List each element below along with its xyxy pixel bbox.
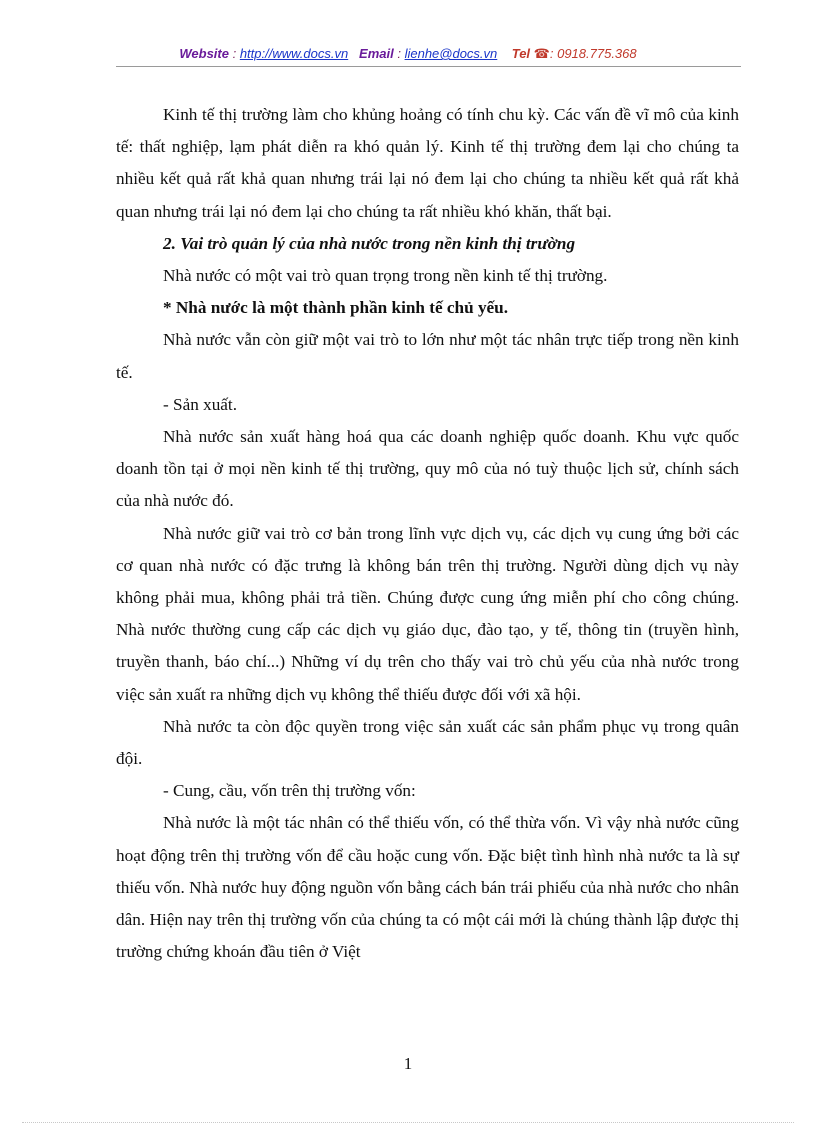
website-separator: : [228,46,240,61]
body-paragraph: Kinh tế thị trường làm cho khủng hoảng có tính chu kỳ. Các vấn đề vĩ mô của kinh tế: thất nghiệp, lạm phát diễn ra khó quản lý. Kinh tế thị trường đem lại cho chúng ta nhiều kết quả rất khả quan nhưng trái lại nó đem lại cho chúng ta nhiều kết quả rất khả quan nhưng trái lại nó đem lại cho chúng ta rất nhiều khó khăn, thất bại. [116,105,739,221]
body-paragraph: Nhà nước có một vai trò quan trọng trong nền kinh tế thị trường. [163,266,608,286]
header-divider [116,66,741,67]
phone-icon: ☎ [533,46,550,61]
body-paragraph: Nhà nước là một tác nhân có thể thiếu vốn, có thể thừa vốn. Vì vậy nhà nước cũng hoạt động trên thị trường vốn để cầu hoặc cung vốn. Đặc biệt tình hình nhà nước ta là sự thiếu vốn. Nhà nước huy động nguồn vốn bằng cách bán trái phiếu của nhà nước cho nhân dân. Hiện nay trên thị trường vốn của chúng ta có một cái mới là chúng thành lập được thị trường chứng khoán đầu tiên ở Việt [116,813,739,962]
body-paragraph: Nhà nước ta còn độc quyền trong việc sản xuất các sản phẩm phục vụ trong quân đội. [116,716,739,769]
body-paragraph: Nhà nước vẫn còn giữ một vai trò to lớn như một tác nhân trực tiếp trong nền kinh tế. [116,330,739,382]
body-paragraph: Nhà nước giữ vai trò cơ bản trong lĩnh vực dịch vụ, các dịch vụ cung ứng bởi các cơ quan nhà nước có đặc trưng là không bán trên thị trường. Người dùng dịch vụ này không phải mua, không phải trả tiền. Chúng được cung ứng miễn phí cho công chúng. Nhà nước thường cung cấp các dịch vụ giáo dục, đào tạo, y tế, thông tin (truyền hình, truyền thanh, báo chí...) Những ví dụ trên cho thấy vai trò chủ yếu của nhà nước trong việc sản xuất ra những dịch vụ không thể thiếu được đối với xã hội. [116,523,739,704]
subsection-heading: * Nhà nước là một thành phần kinh tế chủ yếu. [163,298,509,318]
website-link[interactable]: http://www.docs.vn [239,46,349,61]
tel-value: : 0918.775.368 [549,46,637,61]
list-item-label: - Sản xuất. [163,394,237,414]
website-label: Website [179,46,229,61]
list-item-label: - Cung, cầu, vốn trên thị trường vốn: [163,781,416,801]
page-header [0,46,816,62]
section-heading: 2. Vai trò quản lý của nhà nước trong nền kinh thị trường [163,233,576,253]
email-link[interactable]: lienhe@docs.vn [404,46,498,61]
email-separator: : [393,46,405,61]
email-label: Email [359,46,394,61]
page-number: 1 [403,1054,413,1073]
document-body [116,99,739,968]
tel-label: Tel [511,46,531,61]
body-paragraph: Nhà nước sản xuất hàng hoá qua các doanh nghiệp quốc doanh. Khu vực quốc doanh tồn tại ở mọi nền kinh tế thị trường, quy mô của nó tuỳ thuộc lịch sử, chính sách của nhà nước đó. [116,427,739,511]
